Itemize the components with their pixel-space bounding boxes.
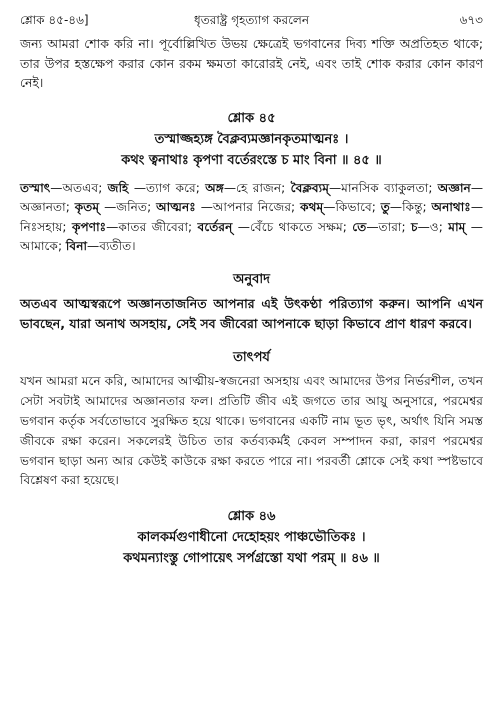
translation-text: অতএব আত্মস্বরূপে অজ্ঞানতাজনিত আপনার এই উৎকণ্ঠা পরিত্যাগ করুন। আপনি এখন ভাবছেন, যারা অনাথ অসহায়, সেই সব জীবেরা আপনাকে ছাড়া কিভাবে প্রাণ ধারণ করবে। <box>20 296 483 332</box>
gloss-word: তু <box>380 200 390 215</box>
chapter-title: ধৃতরাষ্ট্র গৃহত্যাগ করলেন <box>193 13 309 27</box>
verse-46-heading: শ্লোক ৪৬ <box>227 509 276 525</box>
gloss-word: কথম্ <box>300 200 324 215</box>
gloss-meaning: —অজ্ঞানতা; <box>20 180 484 215</box>
gloss-meaning: —কিভাবে; <box>323 200 381 215</box>
gloss-meaning: —নিঃসহায়; <box>20 200 483 234</box>
purport-text: যখন আমরা মনে করি, আমাদের আত্মীয়-স্বজনেরা অসহায় এবং আমাদের উপর নির্ভরশীল, তখন সেটা সবটাই আমাদের অজ্ঞানতার ফল। প্রতিটি জীব এই জগতে তার আয়ু অনুসারে, পরমেশ্বর ভগবান কর্তৃক সর্বতোভাবে সুরক্ষিত হয়ে থাকে। ভগবানের একটি নাম ভূত ভৃৎ, অর্থাৎ যিনি সমস্ত জীবকে রক্ষা করেন। সকলেরই উচিত তার কর্তব্যকর্মই কেবল সম্পাদন করা, কারণ পরমেশ্বর ভগবান ছাড়া অন্য আর কেউই কাউকে রক্ষা করতে পারে না। পরবর্তী শ্লোকে সেই কথা স্পষ্টভাবে বিশ্লেষণ করা হয়েছে। <box>20 374 483 488</box>
gloss-meaning: —ত্যাগ করে; <box>128 180 206 195</box>
running-header <box>20 8 483 30</box>
gloss-meaning: —জনিত; <box>99 200 157 215</box>
gloss-meaning: —হে রাজন; <box>223 180 291 195</box>
translation-heading: অনুবাদ <box>233 272 270 288</box>
gloss-meaning: —ব্যতীত। <box>87 239 136 253</box>
intro-paragraph: জন্য আমরা শোক করি না। পূর্বোল্লিখিত উভয় ক্ষেত্রেই ভগবানের দিব্য শক্তি অপ্রতিহত থাকে; তার উপর হস্তক্ষেপ করার কোন রকম ক্ষমতা কারোরই নেই, এবং তাই শোক করার কোন কারণ নেই। <box>20 36 483 91</box>
gloss-word: বর্তেরন্ <box>197 219 233 234</box>
gloss-word: তে <box>352 219 367 234</box>
verse-range: শ্লোক ৪৫-৪৬] <box>20 13 89 27</box>
gloss-word: অঙ্গ <box>205 180 224 195</box>
gloss-word: কৃতম্ <box>74 200 100 215</box>
gloss-meaning: —অতএব; <box>50 180 108 195</box>
gloss-meaning: —তারা; <box>366 219 412 234</box>
gloss-word: আত্মনঃ <box>156 200 196 215</box>
verse-46-line-1: কালকর্মগুণাধীনো দেহোহয়ং পাঞ্চভৌতিকঃ । <box>137 530 366 546</box>
verse-45-line-1: তস্মাজ্জহ্যঙ্গ বৈক্লব্যমজ্ঞানকৃতমাত্মনঃ । <box>154 131 349 147</box>
gloss-meaning: —আমাকে; <box>20 219 483 253</box>
purport-heading: তাৎপর্য <box>233 350 270 366</box>
gloss-meaning: —বেঁচে থাকতে সক্ষম; <box>232 219 353 234</box>
gloss-word: জহি <box>107 180 129 195</box>
word-meanings <box>20 179 483 257</box>
gloss-meaning: —আপনার নিজের; <box>195 200 301 215</box>
verse-45-heading: শ্লোক ৪৫ <box>227 110 276 126</box>
gloss-meaning: —কিন্তু; <box>389 200 432 215</box>
gloss-word: অজ্ঞান <box>437 180 471 195</box>
gloss-word: অনাথাঃ <box>431 200 471 215</box>
gloss-word: কৃপণাঃ <box>71 219 107 234</box>
gloss-word: মাম্ <box>448 219 466 234</box>
page-number: ৬৭৩ <box>459 13 483 27</box>
gloss-word: বৈক্লব্যম্ <box>290 180 329 195</box>
gloss-word: বিনা <box>65 239 88 253</box>
gloss-meaning: —ও; <box>417 219 449 234</box>
verse-45-line-2: কথং ত্বনাথাঃ কৃপণা বর্তেরংস্তে চ মাং বিনা ॥ ৪৫ ॥ <box>121 152 382 168</box>
gloss-meaning: —কাতর জীবেরা; <box>106 219 198 234</box>
gloss-word: তস্মাৎ <box>20 180 51 195</box>
gloss-meaning: —মানসিক ব্যাকুলতা; <box>328 180 438 195</box>
verse-46-line-2: কথমন্যাংস্তু গোপায়েৎ সর্পগ্রস্তো যথা পরম্ ॥ ৪৬ ॥ <box>123 551 380 567</box>
gloss-word: চ <box>411 219 418 234</box>
